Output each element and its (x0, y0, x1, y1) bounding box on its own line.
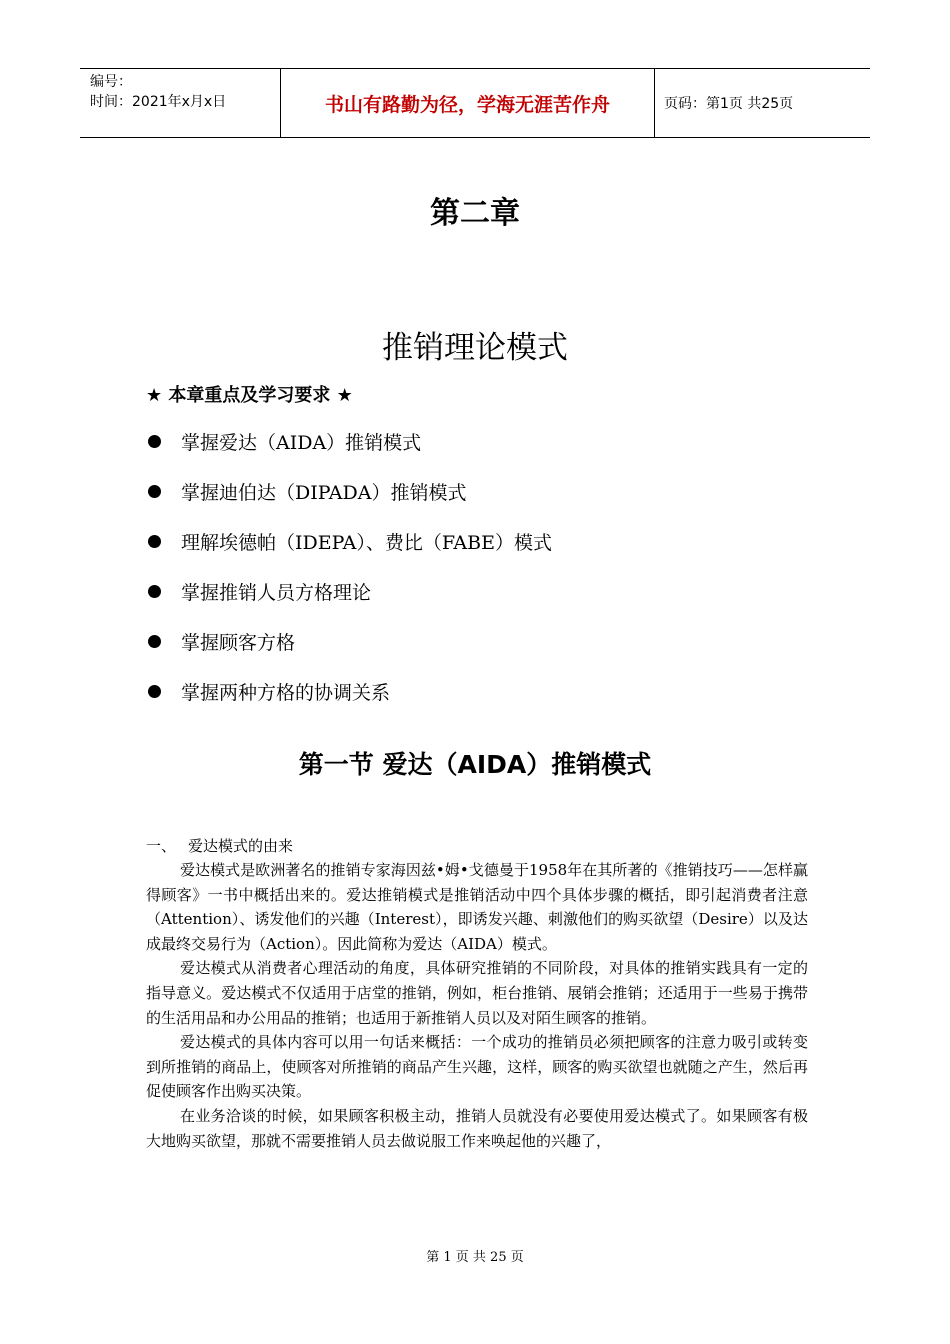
bullet-icon (148, 635, 161, 648)
bullet-icon (148, 435, 161, 448)
list-item (146, 578, 552, 628)
bullet-icon (148, 585, 161, 598)
list-item (146, 428, 552, 478)
list-item-text: 理解埃德帕（IDEPA）、费比（FABE）模式 (181, 532, 552, 554)
list-item-text: 掌握顾客方格 (181, 632, 296, 654)
page-header (80, 68, 870, 138)
page-footer: 第 1 页 共 25 页 (426, 1250, 524, 1265)
chapter-heading: 第二章 (430, 196, 520, 231)
list-item (146, 628, 552, 678)
bullet-icon (148, 485, 161, 498)
list-item-text: 掌握爱达（AIDA）推销模式 (181, 432, 422, 454)
subsection-heading (146, 835, 293, 856)
list-item-text: 掌握推销人员方格理论 (181, 582, 372, 604)
bullet-icon (148, 535, 161, 548)
list-item (146, 678, 552, 728)
list-item-text: 掌握两种方格的协调关系 (181, 682, 391, 704)
chapter-title: 推销理论模式 (382, 330, 568, 366)
bullet-icon (148, 685, 161, 698)
paragraph: 爱达模式从消费者心理活动的角度，具体研究推销的不同阶段，对具体的推销实践具有一定的指导意义。爱达模式不仅适用于店堂的推销，例如，柜台推销、展销会推销；还适用于一些易于携带的生活用品和办公用品的推销；也适用于新推销人员以及对陌生顾客的推销。 (146, 959, 808, 1027)
requirements-heading: ★ 本章重点及学习要求 ★ (146, 385, 353, 406)
subsection-title: 爱达模式的由来 (188, 837, 294, 855)
list-item (146, 478, 552, 528)
body-text (146, 858, 808, 1153)
list-item-text: 掌握迪伯达（DIPADA）推销模式 (181, 482, 467, 504)
paragraph: 爱达模式是欧洲著名的推销专家海因兹•姆•戈德曼于1958年在其所著的《推销技巧——怎样赢得顾客》一书中概括出来的。爱达推销模式是推销活动中四个具体步骤的概括，即引起消费者注意（Attention）、诱发他们的兴趣（Interest），即诱发兴趣、刺激他们的购买欲望（Desire）以及达成最终交易行为（Action）。因此简称为爱达（AIDA）模式。 (146, 861, 808, 953)
list-item (146, 528, 552, 578)
header-time-label: 时间：2021年x月x日 (90, 94, 227, 110)
header-motto: 书山有路勤为径，学海无涯苦作舟 (281, 69, 655, 137)
header-meta-cell (80, 69, 281, 137)
paragraph: 爱达模式的具体内容可以用一句话来概括：一个成功的推销员必须把顾客的注意力吸引或转变到所推销的商品上，使顾客对所推销的商品产生兴趣，这样，顾客的购买欲望也就随之产生，然后再促使顾客作出购买决策。 (146, 1033, 808, 1101)
paragraph: 在业务洽谈的时候，如果顾客积极主动，推销人员就没有必要使用爱达模式了。如果顾客有极大地购买欲望，那就不需要推销人员去做说服工作来唤起他的兴趣了， (146, 1106, 808, 1150)
requirements-list (146, 428, 552, 728)
section-title: 第一节 爱达（AIDA）推销模式 (298, 750, 652, 779)
header-page-info: 页码：第1页 共25页 (664, 96, 794, 112)
header-number-label: 编号： (90, 74, 132, 90)
subsection-number: 一、 (146, 837, 177, 855)
